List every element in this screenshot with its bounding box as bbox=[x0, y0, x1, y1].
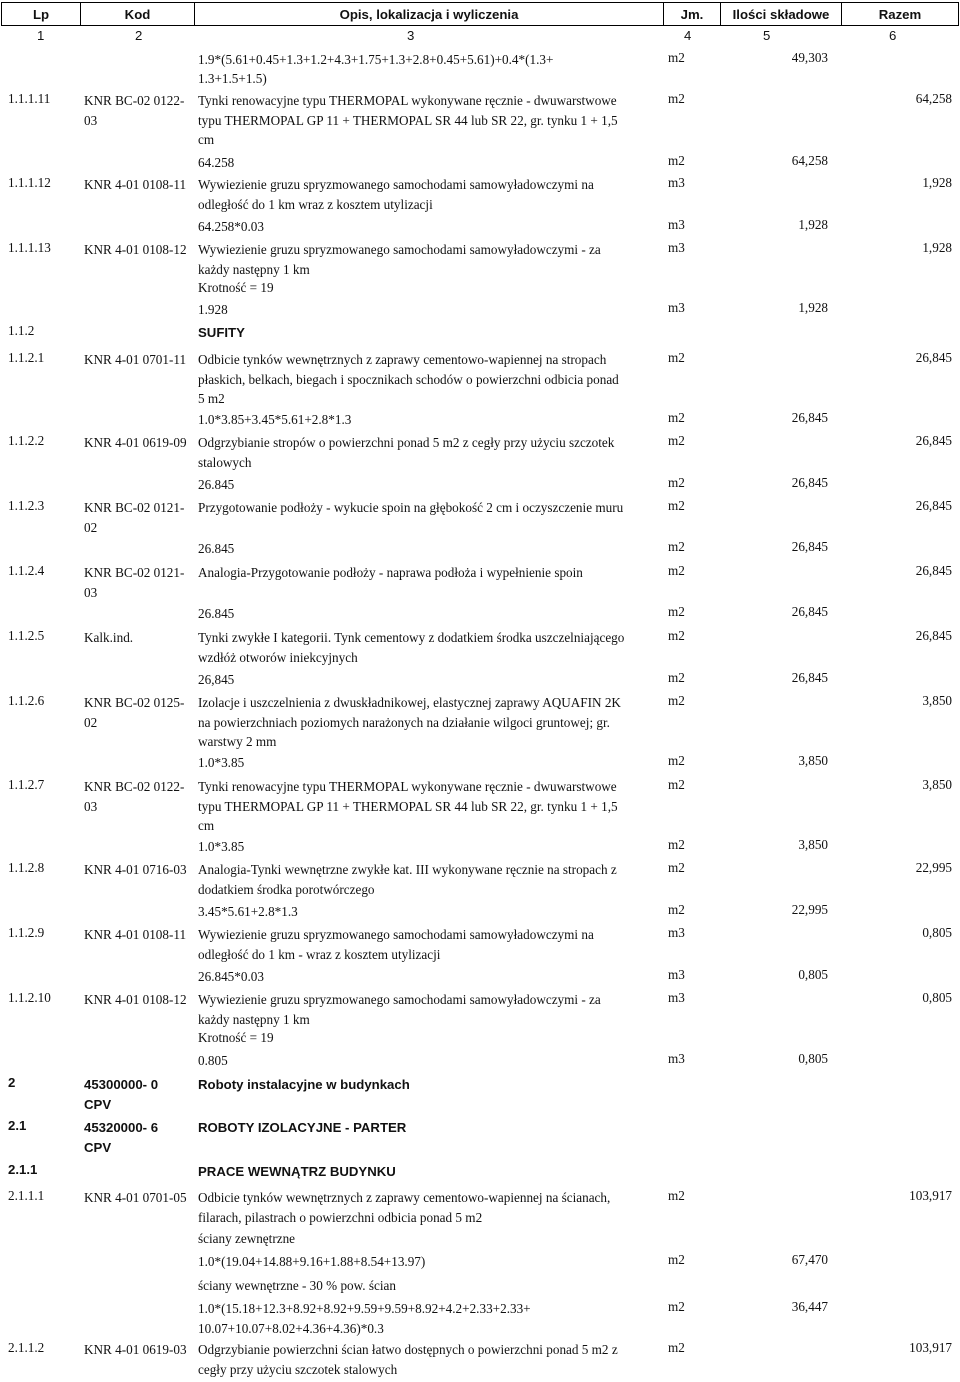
row-total: 0,805 bbox=[922, 925, 952, 940]
calc-row bbox=[0, 475, 960, 495]
calc-unit: m2 bbox=[668, 475, 685, 490]
row-total: 26,845 bbox=[915, 563, 952, 578]
row-total: 26,845 bbox=[915, 433, 952, 448]
calc-qty: 26,845 bbox=[791, 670, 828, 685]
calc-row bbox=[0, 837, 960, 857]
row-kod: KNR BC-02 0121-02 bbox=[84, 500, 185, 535]
calc-unit: m2 bbox=[668, 902, 685, 917]
row-lp: 1.1.1.13 bbox=[8, 240, 51, 255]
top-calc-row-2 bbox=[0, 69, 960, 89]
section-kod: 45300000- 0 CPV bbox=[84, 1077, 159, 1112]
col-num-1: 1 bbox=[37, 28, 45, 43]
calc-qty: 26,845 bbox=[791, 475, 828, 490]
calc-row bbox=[0, 539, 960, 559]
row-unit: m3 bbox=[668, 175, 685, 190]
row-total: 22,995 bbox=[915, 860, 952, 875]
row-lp: 2.1.1.2 bbox=[8, 1340, 45, 1355]
section-title: Roboty instalacyjne w budynkach bbox=[198, 1077, 410, 1092]
row-lp: 2.1.1.1 bbox=[8, 1188, 45, 1203]
row-desc: Odgrzybianie stropów o powierzchni ponad 5 m2 z cegły przy użyciu szczotek stalowych bbox=[198, 435, 615, 470]
header-lp: Lp bbox=[2, 3, 81, 26]
calc-expr: 26.845 bbox=[198, 606, 235, 621]
calc-unit: m3 bbox=[668, 967, 685, 982]
row-lp: 1.1.2.10 bbox=[8, 990, 51, 1005]
row-total: 1,928 bbox=[922, 175, 952, 190]
calc-qty: 26,845 bbox=[791, 604, 828, 619]
calc-row bbox=[0, 1051, 960, 1071]
section-title: SUFITY bbox=[198, 325, 245, 340]
section-title: ROBOTY IZOLACYJNE - PARTER bbox=[198, 1120, 407, 1135]
row-desc: Izolacje i uszczelnienia z dwuskładnikowej, elastycznej zaprawy AQUAFIN 2K na powierzchniach poziomych narażonych na działanie wilgoci gruntowej; gr. warstwy 2 mm bbox=[198, 695, 621, 749]
section-lp: 2.1.1 bbox=[8, 1162, 38, 1177]
row-lp: 1.1.2.4 bbox=[8, 563, 45, 578]
section-lp: 2.1 bbox=[8, 1118, 27, 1133]
row-kod: Kalk.ind. bbox=[84, 630, 134, 645]
row-kod: KNR 4-01 0701-11 bbox=[84, 352, 187, 367]
calc-expr: 26.845 bbox=[198, 477, 235, 492]
row-desc: Wywiezienie gruzu spryzmowanego samochodami samowyładowczymi - za każdy następny 1 km bbox=[198, 992, 601, 1027]
row-kod: KNR 4-01 0108-12 bbox=[84, 992, 187, 1007]
row-desc: Analogia-Tynki wewnętrzne zwykłe kat. III wykonywane ręcznie na stropach z dodatkiem środka porotwórczego bbox=[198, 862, 617, 897]
calc-qty: 0,805 bbox=[798, 967, 828, 982]
calc-row bbox=[0, 1299, 960, 1336]
multiplier-text: Krotność = 19 bbox=[198, 280, 274, 295]
calc-row bbox=[0, 753, 960, 773]
calc-qty: 22,995 bbox=[791, 902, 828, 917]
row-total: 26,845 bbox=[915, 628, 952, 643]
row-lp: 1.1.2.9 bbox=[8, 925, 45, 940]
multiplier-text: Krotność = 19 bbox=[198, 1030, 274, 1045]
row-lp: 1.1.1.11 bbox=[8, 91, 51, 106]
calc-row bbox=[0, 967, 960, 987]
row-kod: KNR 4-01 0108-12 bbox=[84, 242, 187, 257]
row-lp: 1.1.2.6 bbox=[8, 693, 45, 708]
calc-qty: 3,850 bbox=[798, 837, 828, 852]
top-calc-unit: m2 bbox=[668, 50, 685, 65]
row-kod: KNR 4-01 0619-09 bbox=[84, 435, 187, 450]
row-total: 103,917 bbox=[909, 1340, 952, 1355]
sub-label-row bbox=[0, 1276, 960, 1296]
row-desc: Wywiezienie gruzu spryzmowanego samochodami samowyładowczymi na odległość do 1 km - wraz z kosztem utylizacji bbox=[198, 927, 594, 962]
row-unit: m2 bbox=[668, 628, 685, 643]
calc-qty: 0,805 bbox=[798, 1051, 828, 1066]
calc-unit: m3 bbox=[668, 300, 685, 315]
section-kod: 45320000- 6 CPV bbox=[84, 1120, 159, 1155]
row-unit: m3 bbox=[668, 925, 685, 940]
header-jm: Jm. bbox=[664, 3, 721, 26]
row-total: 64,258 bbox=[915, 91, 952, 106]
row-lp: 1.1.2.2 bbox=[8, 433, 45, 448]
col-num-5: 5 bbox=[763, 28, 771, 43]
calc-row bbox=[0, 153, 960, 173]
calc-unit: m2 bbox=[668, 753, 685, 768]
row-unit: m2 bbox=[668, 91, 685, 106]
calc-qty: 3,850 bbox=[798, 753, 828, 768]
calc-qty: 36,447 bbox=[791, 1299, 828, 1314]
row-unit: m3 bbox=[668, 990, 685, 1005]
calc-expr: 1.0*3.85+3.45*5.61+2.8*1.3 bbox=[198, 412, 352, 427]
multiplier-row bbox=[0, 1028, 960, 1048]
row-total: 3,850 bbox=[922, 777, 952, 792]
section-title: PRACE WEWNĄTRZ BUDYNKU bbox=[198, 1164, 396, 1179]
header-ilosci: Ilości składowe bbox=[721, 3, 842, 26]
col-num-4: 4 bbox=[684, 28, 692, 43]
calc-qty: 1,928 bbox=[798, 300, 828, 315]
row-lp: 1.1.2.8 bbox=[8, 860, 45, 875]
section-lp: 2 bbox=[8, 1075, 16, 1090]
row-unit: m2 bbox=[668, 860, 685, 875]
calc-expr: 26,845 bbox=[198, 672, 235, 687]
row-kod: KNR 4-01 0108-11 bbox=[84, 177, 187, 192]
calc-unit: m2 bbox=[668, 604, 685, 619]
row-kod: KNR 4-01 0701-05 bbox=[84, 1190, 187, 1205]
row-desc: Analogia-Przygotowanie podłoży - naprawa podłoża i wypełnienie spoin bbox=[198, 565, 583, 580]
row-unit: m2 bbox=[668, 693, 685, 708]
calc-unit: m2 bbox=[668, 539, 685, 554]
calc-expr: 1.0*3.85 bbox=[198, 839, 245, 854]
calc-qty: 67,470 bbox=[791, 1252, 828, 1267]
row-unit: m2 bbox=[668, 350, 685, 365]
row-desc: Tynki renowacyjne typu THERMOPAL wykonywane ręcznie - dwuwarstwowe typu THERMOPAL GP 11 + THERMOPAL SR 44 lub SR 22, gr. tynku 1 + 1,5 cm bbox=[198, 779, 618, 833]
calc-unit: m2 bbox=[668, 670, 685, 685]
col-num-2: 2 bbox=[135, 28, 143, 43]
row-kod: KNR BC-02 0125-02 bbox=[84, 695, 185, 730]
calc-unit: m2 bbox=[668, 1299, 685, 1314]
row-unit: m2 bbox=[668, 498, 685, 513]
calc-expr: 64.258 bbox=[198, 155, 235, 170]
calc-expr: 1.928 bbox=[198, 302, 228, 317]
calc-expr: 26.845 bbox=[198, 541, 235, 556]
row-kod: KNR BC-02 0122-03 bbox=[84, 779, 185, 814]
row-kod: KNR 4-01 0619-03 bbox=[84, 1342, 187, 1357]
row-lp: 1.1.2.5 bbox=[8, 628, 45, 643]
calc-unit: m3 bbox=[668, 217, 685, 232]
calc-expr: 1.0*(15.18+12.3+8.92+8.92+9.59+9.59+8.92+4.2+2.33+2.33+ 10.07+10.07+8.02+4.36+4.36)*0.3 bbox=[198, 1301, 531, 1336]
row-desc: Przygotowanie podłoży - wykucie spoin na głębokość 2 cm i oczyszczenie muru bbox=[198, 500, 624, 515]
row-lp: 1.1.1.12 bbox=[8, 175, 51, 190]
row-total: 1,928 bbox=[922, 240, 952, 255]
row-lp: 1.1.2.1 bbox=[8, 350, 45, 365]
row-unit: m2 bbox=[668, 433, 685, 448]
calc-row bbox=[0, 1252, 960, 1272]
sub-label: ściany zewnętrzne bbox=[198, 1231, 296, 1246]
row-unit: m2 bbox=[668, 1340, 685, 1355]
multiplier-row bbox=[0, 278, 960, 298]
sub-label: ściany wewnętrzne - 30 % pow. ścian bbox=[198, 1278, 396, 1293]
row-lp: 1.1.2.3 bbox=[8, 498, 45, 513]
calc-qty: 1,928 bbox=[798, 217, 828, 232]
calc-qty: 64,258 bbox=[791, 153, 828, 168]
row-kod: KNR BC-02 0121-03 bbox=[84, 565, 185, 600]
calc-expr: 1.0*(19.04+14.88+9.16+1.88+8.54+13.97) bbox=[198, 1254, 426, 1269]
row-lp: 1.1.2.7 bbox=[8, 777, 45, 792]
row-desc: Tynki renowacyjne typu THERMOPAL wykonywane ręcznie - dwuwarstwowe typu THERMOPAL GP 11 + THERMOPAL SR 44 lub SR 22, gr. tynku 1 + 1,5 cm bbox=[198, 93, 618, 147]
top-calc-row bbox=[0, 50, 960, 70]
calc-row bbox=[0, 410, 960, 430]
calc-unit: m2 bbox=[668, 1252, 685, 1267]
row-desc: Tynki zwykłe I kategorii. Tynk cementowy z dodatkiem środka uszczelniającego wzdłóż otworów iniekcyjnych bbox=[198, 630, 625, 665]
row-unit: m2 bbox=[668, 777, 685, 792]
row-desc: Odbicie tynków wewnętrznych z zaprawy cementowo-wapiennej na ścianach, filarach, pilastrach o powierzchni odbicia ponad 5 m2 bbox=[198, 1190, 611, 1225]
row-unit: m2 bbox=[668, 1188, 685, 1203]
header-opis: Opis, lokalizacja i wyliczenia bbox=[195, 3, 664, 26]
calc-unit: m2 bbox=[668, 153, 685, 168]
row-desc: Wywiezienie gruzu spryzmowanego samochodami samowyładowczymi - za każdy następny 1 km bbox=[198, 242, 601, 277]
col-num-6: 6 bbox=[889, 28, 897, 43]
calc-expr: 0.805 bbox=[198, 1053, 228, 1068]
calc-unit: m2 bbox=[668, 410, 685, 425]
top-calc-expr-1: 1.9*(5.61+0.45+1.3+1.2+4.3+1.75+1.3+2.8+0.45+5.61)+0.4*(1.3+ bbox=[198, 52, 554, 67]
row-unit: m3 bbox=[668, 240, 685, 255]
calc-expr: 1.0*3.85 bbox=[198, 755, 245, 770]
calc-unit: m2 bbox=[668, 837, 685, 852]
calc-expr: 3.45*5.61+2.8*1.3 bbox=[198, 904, 298, 919]
row-kod: KNR BC-02 0122-03 bbox=[84, 93, 185, 128]
calc-qty: 26,845 bbox=[791, 410, 828, 425]
calc-row bbox=[0, 670, 960, 690]
calc-expr: 64.258*0.03 bbox=[198, 219, 264, 234]
sub-label-row bbox=[0, 1229, 960, 1249]
calc-row bbox=[0, 217, 960, 237]
row-total: 0,805 bbox=[922, 990, 952, 1005]
calc-row bbox=[0, 300, 960, 320]
calc-qty: 26,845 bbox=[791, 539, 828, 554]
row-desc: Odgrzybianie powierzchni ścian łatwo dostępnych o powierzchni ponad 5 m2 z cegły przy użyciu szczotek stalowych bbox=[198, 1342, 618, 1377]
header-razem: Razem bbox=[842, 3, 959, 26]
row-unit: m2 bbox=[668, 563, 685, 578]
row-total: 26,845 bbox=[915, 350, 952, 365]
row-total: 103,917 bbox=[909, 1188, 952, 1203]
calc-row bbox=[0, 604, 960, 624]
row-desc: Odbicie tynków wewnętrznych z zaprawy cementowo-wapiennej na stropach płaskich, belkach, biegach i spocznikach schodów o powierzchni odbicia ponad 5 m2 bbox=[198, 352, 619, 406]
calc-row bbox=[0, 902, 960, 922]
row-kod: KNR 4-01 0716-03 bbox=[84, 862, 187, 877]
calc-expr: 26.845*0.03 bbox=[198, 969, 264, 984]
row-desc: Wywiezienie gruzu spryzmowanego samochodami samowyładowczymi na odległość do 1 km wraz z kosztem utylizacji bbox=[198, 177, 594, 212]
row-total: 3,850 bbox=[922, 693, 952, 708]
top-calc-expr-2: 1.3+1.5+1.5) bbox=[198, 71, 267, 86]
row-total: 26,845 bbox=[915, 498, 952, 513]
top-calc-qty: 49,303 bbox=[791, 50, 828, 65]
calc-unit: m3 bbox=[668, 1051, 685, 1066]
header-kod: Kod bbox=[81, 3, 195, 26]
row-kod: KNR 4-01 0108-11 bbox=[84, 927, 187, 942]
section-lp: 1.1.2 bbox=[8, 323, 35, 338]
col-num-3: 3 bbox=[407, 28, 415, 43]
